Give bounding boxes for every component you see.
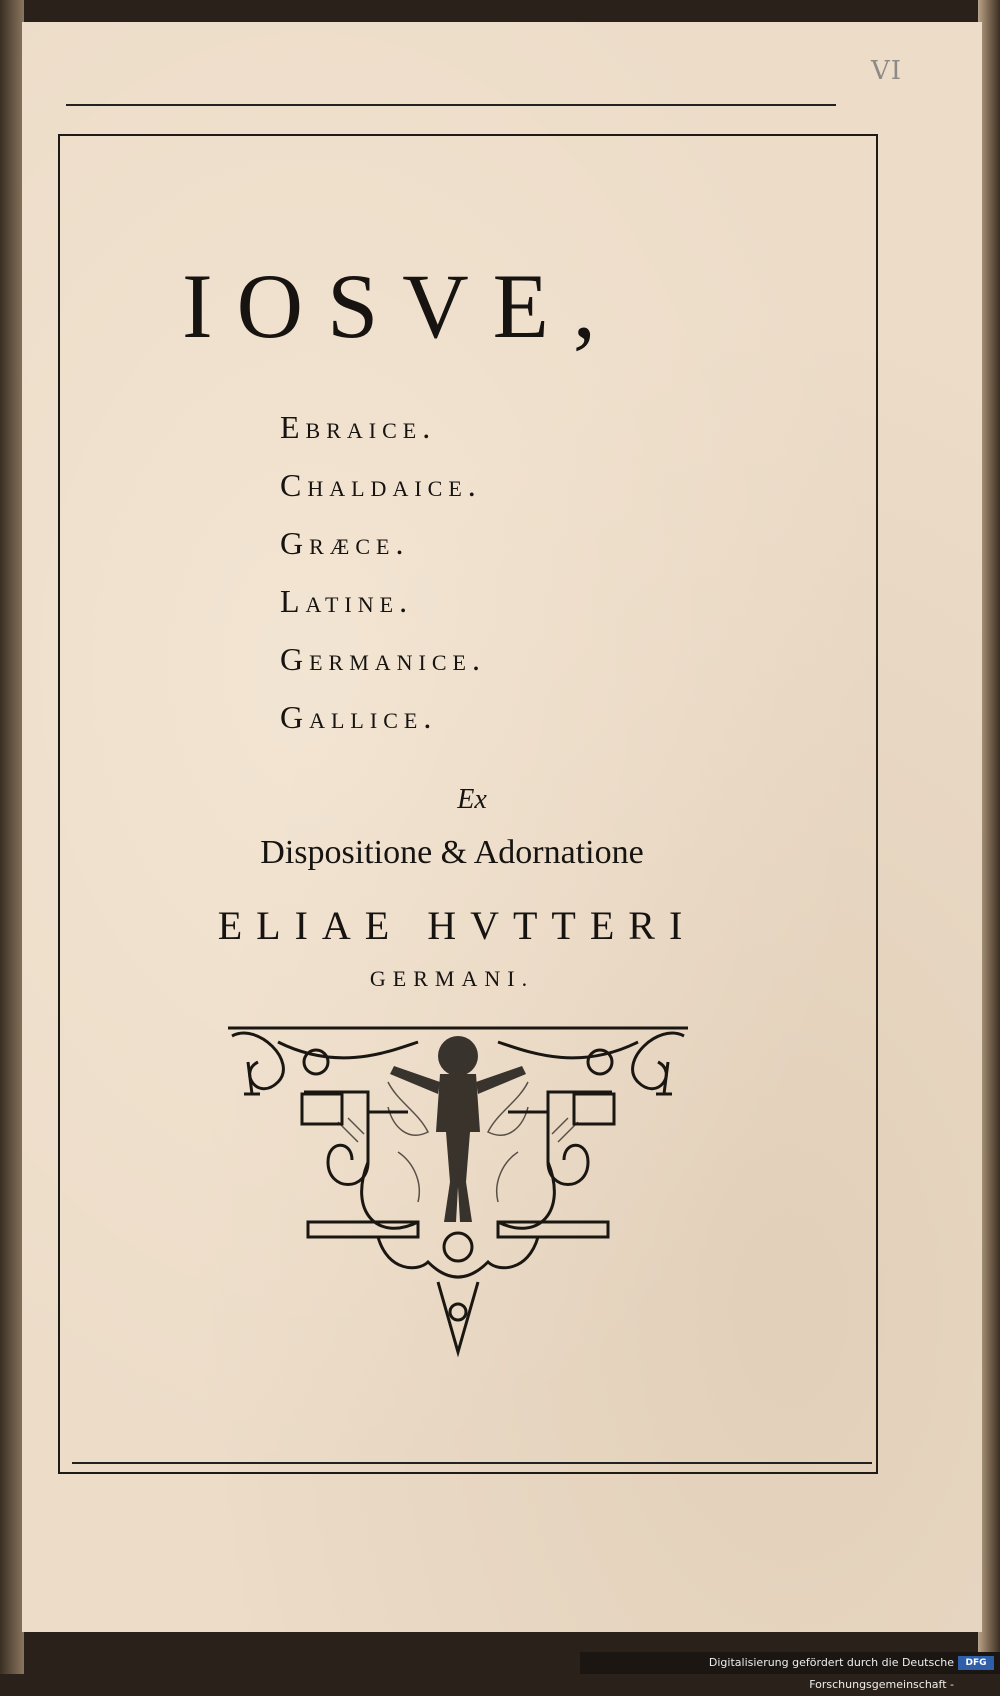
title-page <box>22 22 982 1632</box>
language-chaldean: Chaldaice. <box>280 467 482 503</box>
language-latin: Latine. <box>280 583 414 619</box>
disposition-line: Dispositione & Adornatione <box>260 834 644 871</box>
ex-line: Ex <box>457 784 487 815</box>
top-rule <box>66 104 836 106</box>
language-hebrew: Ebraice. <box>280 409 437 445</box>
author-name: ELIAE HVTTERI <box>217 903 697 948</box>
language-french: Gallice. <box>280 699 438 735</box>
ornament-cherub-bracket-icon <box>218 1022 698 1362</box>
digitization-credit: Digitalisierung gefördert durch die Deutsche Forschungsgemeinschaft - <box>580 1652 1000 1674</box>
author-nationality: GERMANI. <box>369 966 535 991</box>
language-greek: Græce. <box>280 525 410 561</box>
folio-number: VI <box>870 56 902 86</box>
bottom-rule <box>72 1462 872 1464</box>
book-title: IOSVE, <box>182 255 620 357</box>
dfg-logo: DFG <box>958 1656 994 1670</box>
book-binding-left <box>0 0 24 1674</box>
language-german: Germanice. <box>280 641 486 677</box>
language-list <box>280 398 486 746</box>
